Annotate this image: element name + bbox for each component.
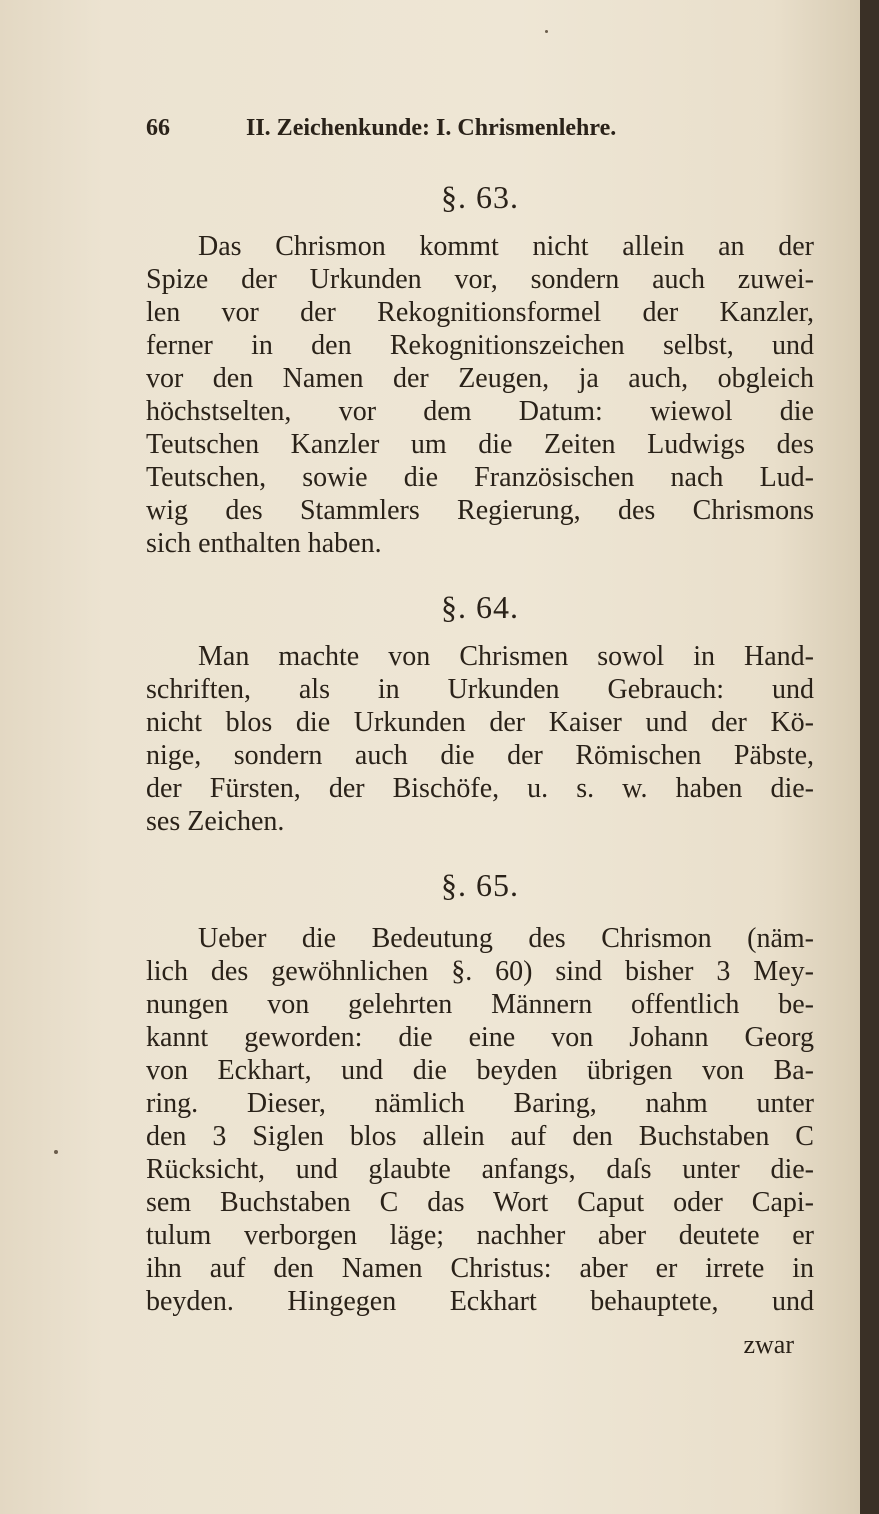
running-header (146, 108, 814, 148)
text-line: sich enthalten haben. (146, 528, 382, 559)
section-63 (146, 170, 814, 560)
text-line: Ueber die Bedeutung des Chrismon (näm- (198, 923, 814, 954)
text-line: lich des gewöhnlichen §. 60) sind bisher 3 Mey- (146, 956, 814, 987)
text-line: Teutschen Kanzler um die Zeiten Ludwigs des (146, 429, 814, 460)
text-line: ring. Dieser, nämlich Baring, nahm unter (146, 1088, 814, 1119)
ink-speck (54, 1150, 58, 1154)
text-line: tulum verborgen läge; nachher aber deutete er (146, 1220, 814, 1251)
text-line: ses Zeichen. (146, 806, 285, 837)
text-line: Rücksicht, und glaubte anfangs, daſs unter die- (146, 1154, 814, 1185)
running-title: II. Zeichenkunde: I. Chrismenlehre. (246, 114, 617, 141)
text-line: vor den Namen der Zeugen, ja auch, obgleich (146, 363, 814, 394)
section-paragraph (146, 230, 814, 560)
section-65 (146, 858, 814, 1318)
text-line: nungen von gelehrten Männern offentlich be- (146, 989, 814, 1020)
section-64 (146, 580, 814, 838)
section-paragraph (146, 922, 814, 1318)
page-content (146, 108, 814, 1360)
text-line: ferner in den Rekognitionszeichen selbst, und (146, 330, 814, 361)
text-line: Teutschen, sowie die Französischen nach Lud- (146, 462, 814, 493)
ink-speck (545, 30, 548, 33)
section-heading: §. 65. (441, 867, 519, 903)
section-paragraph (146, 640, 814, 838)
text-line: Spize der Urkunden vor, sondern auch zuwei- (146, 264, 814, 295)
text-line: Man machte von Chrismen sowol in Hand- (198, 641, 814, 672)
section-heading: §. 64. (441, 589, 519, 625)
text-line: Das Chrismon kommt nicht allein an der (198, 231, 814, 262)
text-line: kannt geworden: die eine von Johann Georg (146, 1022, 814, 1053)
text-line: beyden. Hingegen Eckhart behauptete, und (146, 1286, 814, 1317)
catchword: zwar (743, 1330, 794, 1359)
text-line: höchstselten, vor dem Datum: wiewol die (146, 396, 814, 427)
text-line: sem Buchstaben C das Wort Caput oder Capi- (146, 1187, 814, 1218)
text-line: ihn auf den Namen Christus: aber er irrete in (146, 1253, 814, 1284)
text-line: den 3 Siglen blos allein auf den Buchstaben C (146, 1121, 814, 1152)
page-number: 66 (146, 114, 170, 141)
text-line: von Eckhart, und die beyden übrigen von Ba- (146, 1055, 814, 1086)
text-line: der Fürsten, der Bischöfe, u. s. w. haben die- (146, 773, 814, 804)
text-line: nige, sondern auch die der Römischen Päbste, (146, 740, 814, 771)
text-line: len vor der Rekognitionsformel der Kanzler, (146, 297, 814, 328)
text-line: nicht blos die Urkunden der Kaiser und der Kö- (146, 707, 814, 738)
section-heading: §. 63. (441, 179, 519, 215)
text-line: wig des Stammlers Regierung, des Chrismons (146, 495, 814, 526)
text-line: schriften, als in Urkunden Gebrauch: und (146, 674, 814, 705)
